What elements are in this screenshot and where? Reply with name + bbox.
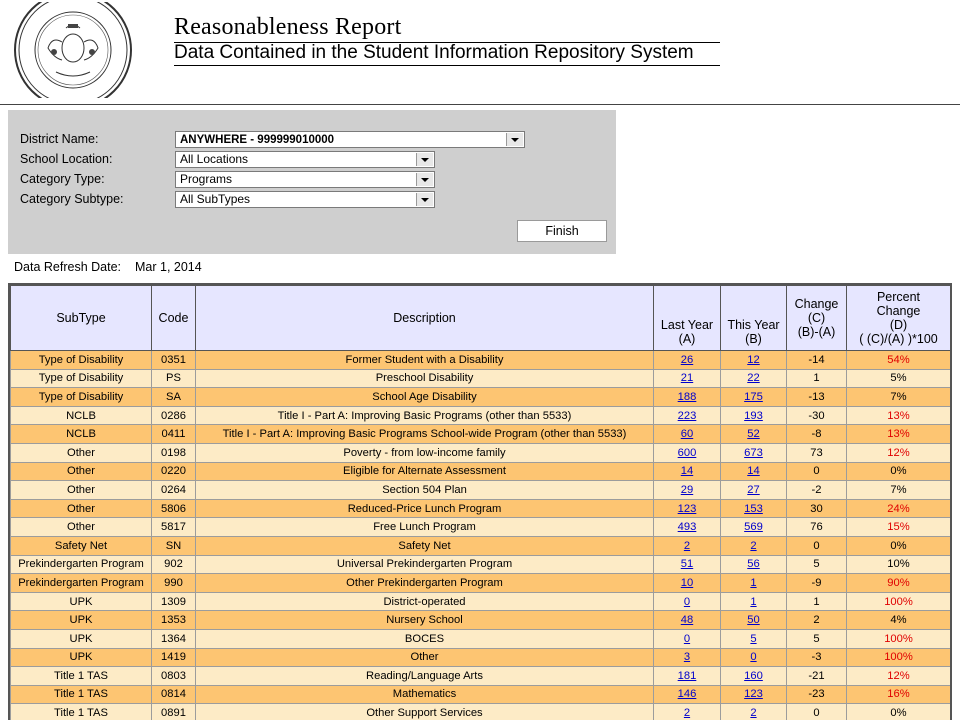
last-year-cell <box>654 685 721 704</box>
last-year-link[interactable]: 14 <box>680 465 694 478</box>
change-cell: 0 <box>787 536 847 555</box>
code-cell: 5806 <box>152 499 196 518</box>
this-year-link[interactable]: 56 <box>747 558 760 571</box>
code-cell: 1353 <box>152 611 196 630</box>
table-header-row <box>11 286 951 351</box>
this-year-link[interactable]: 193 <box>744 409 763 422</box>
finish-button[interactable]: Finish <box>517 220 607 242</box>
code-cell: SN <box>152 536 196 555</box>
this-year-cell <box>721 406 787 425</box>
this-year-link[interactable]: 22 <box>747 372 760 385</box>
table-row <box>11 629 951 648</box>
col-header-change-formula: (B)-(A) <box>797 325 836 339</box>
code-cell: 0803 <box>152 667 196 686</box>
this-year-cell <box>721 574 787 593</box>
this-year-link[interactable]: 160 <box>744 669 763 682</box>
code-cell: 0198 <box>152 443 196 462</box>
percent-change-cell: 12% <box>847 443 951 462</box>
last-year-link[interactable]: 223 <box>677 409 697 422</box>
last-year-cell <box>654 536 721 555</box>
col-header-description: Description <box>196 286 654 351</box>
col-header-percent-change <box>847 286 951 351</box>
code-cell: 1309 <box>152 592 196 611</box>
last-year-cell <box>654 611 721 630</box>
change-cell: -30 <box>787 406 847 425</box>
this-year-cell <box>721 443 787 462</box>
description-cell: Former Student with a Disability <box>196 351 654 370</box>
subtype-cell: NCLB <box>11 406 152 425</box>
table-row <box>11 518 951 537</box>
this-year-link[interactable]: 0 <box>750 651 757 664</box>
last-year-cell <box>654 462 721 481</box>
col-header-last-year-key: (A) <box>678 332 696 346</box>
col-header-last-year-label: Last Year <box>660 318 714 332</box>
nys-seal-logo <box>4 2 142 98</box>
last-year-cell <box>654 369 721 388</box>
description-cell: School Age Disability <box>196 388 654 407</box>
this-year-cell <box>721 425 787 444</box>
code-cell: PS <box>152 369 196 388</box>
table-row <box>11 425 951 444</box>
last-year-cell <box>654 481 721 500</box>
last-year-cell <box>654 499 721 518</box>
this-year-link[interactable]: 2 <box>750 539 757 552</box>
this-year-cell <box>721 592 787 611</box>
code-cell: 0411 <box>152 425 196 444</box>
code-cell: 0264 <box>152 481 196 500</box>
this-year-cell <box>721 481 787 500</box>
subtype-cell: Other <box>11 518 152 537</box>
subtype-cell: Safety Net <box>11 536 152 555</box>
change-cell: -8 <box>787 425 847 444</box>
description-cell: BOCES <box>196 629 654 648</box>
change-cell: -9 <box>787 574 847 593</box>
data-refresh <box>14 260 202 274</box>
col-header-change-key: (C) <box>807 311 826 325</box>
description-cell: Universal Prekindergarten Program <box>196 555 654 574</box>
change-cell: 5 <box>787 555 847 574</box>
school-location-label: School Location: <box>20 152 113 166</box>
percent-change-cell: 90% <box>847 574 951 593</box>
percent-change-cell: 15% <box>847 518 951 537</box>
this-year-link[interactable]: 153 <box>744 502 763 515</box>
subtype-cell: UPK <box>11 648 152 667</box>
school-location-value: All Locations <box>180 152 249 166</box>
col-header-this-year-key: (B) <box>745 332 762 346</box>
subtype-cell: UPK <box>11 629 152 648</box>
this-year-cell <box>721 611 787 630</box>
percent-change-cell: 13% <box>847 406 951 425</box>
last-year-link[interactable]: 60 <box>680 428 694 441</box>
percent-change-cell: 0% <box>847 536 951 555</box>
this-year-cell <box>721 351 787 370</box>
district-name-value: ANYWHERE - 999999010000 <box>180 134 335 146</box>
chevron-down-icon[interactable] <box>416 173 433 186</box>
change-cell: -13 <box>787 388 847 407</box>
percent-change-cell: 24% <box>847 499 951 518</box>
description-cell: Eligible for Alternate Assessment <box>196 462 654 481</box>
last-year-cell <box>654 406 721 425</box>
percent-change-cell: 100% <box>847 592 951 611</box>
this-year-cell <box>721 704 787 720</box>
col-header-change <box>787 286 847 351</box>
subtype-cell: Prekindergarten Program <box>11 574 152 593</box>
this-year-link[interactable]: 1 <box>750 576 757 589</box>
last-year-cell <box>654 592 721 611</box>
this-year-link[interactable]: 175 <box>744 390 763 403</box>
category-type-value: Programs <box>180 172 233 186</box>
last-year-link[interactable]: 3 <box>683 651 691 664</box>
table-row <box>11 555 951 574</box>
percent-change-cell: 54% <box>847 351 951 370</box>
data-refresh-date: Mar 1, 2014 <box>135 260 202 274</box>
category-type-label: Category Type: <box>20 172 105 186</box>
header-rule-bottom <box>174 65 720 66</box>
change-cell: 0 <box>787 704 847 720</box>
change-cell: 2 <box>787 611 847 630</box>
percent-change-cell: 16% <box>847 685 951 704</box>
code-cell: 0220 <box>152 462 196 481</box>
category-subtype-value: All SubTypes <box>180 192 251 206</box>
table-row <box>11 369 951 388</box>
description-cell: Section 504 Plan <box>196 481 654 500</box>
last-year-link[interactable]: 0 <box>683 595 691 608</box>
change-cell: -23 <box>787 685 847 704</box>
last-year-cell <box>654 388 721 407</box>
description-cell: Other <box>196 648 654 667</box>
this-year-cell <box>721 462 787 481</box>
this-year-link[interactable]: 14 <box>747 465 760 478</box>
description-cell: Safety Net <box>196 536 654 555</box>
change-cell: 76 <box>787 518 847 537</box>
subtype-cell: Other <box>11 499 152 518</box>
change-cell: -21 <box>787 667 847 686</box>
subtype-cell: Other <box>11 443 152 462</box>
table-row <box>11 462 951 481</box>
last-year-cell <box>654 704 721 720</box>
change-cell: 73 <box>787 443 847 462</box>
category-subtype-select[interactable] <box>175 191 435 208</box>
description-cell: Nursery School <box>196 611 654 630</box>
last-year-cell <box>654 351 721 370</box>
table-row <box>11 574 951 593</box>
this-year-link[interactable]: 12 <box>747 353 760 366</box>
this-year-cell <box>721 388 787 407</box>
code-cell: 0814 <box>152 685 196 704</box>
filter-panel <box>8 110 616 254</box>
table-row <box>11 406 951 425</box>
report-subtitle: Data Contained in the Student Information Repository System <box>174 42 694 63</box>
this-year-link[interactable]: 1 <box>750 595 757 608</box>
table-row <box>11 499 951 518</box>
code-cell: 5817 <box>152 518 196 537</box>
col-header-this-year-label: This Year <box>727 318 780 332</box>
col-header-pct-key: (D) <box>889 318 908 332</box>
this-year-link[interactable]: 52 <box>747 428 760 441</box>
percent-change-cell: 4% <box>847 611 951 630</box>
last-year-link[interactable]: 123 <box>677 502 697 515</box>
last-year-cell <box>654 648 721 667</box>
this-year-cell <box>721 369 787 388</box>
change-cell: 0 <box>787 462 847 481</box>
change-cell: 30 <box>787 499 847 518</box>
change-cell: 1 <box>787 369 847 388</box>
subtype-cell: Type of Disability <box>11 351 152 370</box>
this-year-cell <box>721 536 787 555</box>
subtype-cell: Type of Disability <box>11 369 152 388</box>
description-cell: Title I - Part A: Improving Basic Programs (other than 5533) <box>196 406 654 425</box>
col-header-this-year <box>721 286 787 351</box>
table-row <box>11 592 951 611</box>
col-header-pct-formula: ( (C)/(A) )*100 <box>859 332 938 346</box>
last-year-link[interactable]: 2 <box>683 707 691 720</box>
last-year-link[interactable]: 181 <box>677 669 697 682</box>
percent-change-cell: 7% <box>847 481 951 500</box>
percent-change-cell: 7% <box>847 388 951 407</box>
last-year-cell <box>654 518 721 537</box>
percent-change-cell: 10% <box>847 555 951 574</box>
this-year-cell <box>721 518 787 537</box>
percent-change-cell: 13% <box>847 425 951 444</box>
data-refresh-label: Data Refresh Date: <box>14 260 121 274</box>
subtype-cell: Title 1 TAS <box>11 685 152 704</box>
table-row <box>11 388 951 407</box>
this-year-cell <box>721 685 787 704</box>
description-cell: Reading/Language Arts <box>196 667 654 686</box>
description-cell: Poverty - from low-income family <box>196 443 654 462</box>
reasonableness-table <box>8 283 952 720</box>
description-cell: Preschool Disability <box>196 369 654 388</box>
category-subtype-label: Category Subtype: <box>20 192 124 206</box>
last-year-link[interactable]: 2 <box>683 539 691 552</box>
this-year-link[interactable]: 569 <box>744 521 763 534</box>
last-year-cell <box>654 629 721 648</box>
district-name-label: District Name: <box>20 132 99 146</box>
code-cell: 0351 <box>152 351 196 370</box>
table-row <box>11 648 951 667</box>
this-year-cell <box>721 499 787 518</box>
last-year-link[interactable]: 51 <box>680 558 694 571</box>
last-year-link[interactable]: 29 <box>680 483 694 496</box>
change-cell: -2 <box>787 481 847 500</box>
table-row <box>11 685 951 704</box>
subtype-cell: NCLB <box>11 425 152 444</box>
last-year-link[interactable]: 21 <box>680 372 694 385</box>
this-year-link[interactable]: 673 <box>744 446 763 459</box>
code-cell: 902 <box>152 555 196 574</box>
col-header-change-label: Change <box>794 297 839 311</box>
change-cell: 5 <box>787 629 847 648</box>
chevron-down-icon[interactable] <box>506 133 523 146</box>
description-cell: Free Lunch Program <box>196 518 654 537</box>
code-cell: 1419 <box>152 648 196 667</box>
percent-change-cell: 100% <box>847 629 951 648</box>
this-year-link[interactable]: 123 <box>744 688 763 701</box>
last-year-link[interactable]: 10 <box>680 576 694 589</box>
last-year-link[interactable]: 146 <box>677 688 697 701</box>
percent-change-cell: 12% <box>847 667 951 686</box>
district-name-select[interactable] <box>175 131 525 148</box>
last-year-link[interactable]: 48 <box>680 614 694 627</box>
percent-change-cell: 0% <box>847 704 951 720</box>
code-cell: 1364 <box>152 629 196 648</box>
table-row <box>11 481 951 500</box>
subtype-cell: Title 1 TAS <box>11 667 152 686</box>
report-title: Reasonableness Report <box>174 14 402 40</box>
this-year-link[interactable]: 50 <box>747 614 760 627</box>
change-cell: -3 <box>787 648 847 667</box>
last-year-cell <box>654 555 721 574</box>
subtype-cell: Other <box>11 462 152 481</box>
this-year-cell <box>721 648 787 667</box>
description-cell: Other Support Services <box>196 704 654 720</box>
category-type-select[interactable] <box>175 171 435 188</box>
last-year-cell <box>654 425 721 444</box>
table-row <box>11 443 951 462</box>
chevron-down-icon[interactable] <box>416 153 433 166</box>
description-cell: Mathematics <box>196 685 654 704</box>
description-cell: Reduced-Price Lunch Program <box>196 499 654 518</box>
subtype-cell: Other <box>11 481 152 500</box>
code-cell: SA <box>152 388 196 407</box>
last-year-link[interactable]: 0 <box>683 632 691 645</box>
last-year-cell <box>654 574 721 593</box>
this-year-cell <box>721 667 787 686</box>
col-header-last-year <box>654 286 721 351</box>
subtype-cell: Type of Disability <box>11 388 152 407</box>
table-row <box>11 536 951 555</box>
change-cell: -14 <box>787 351 847 370</box>
table-row <box>11 611 951 630</box>
last-year-cell <box>654 443 721 462</box>
subtype-cell: UPK <box>11 592 152 611</box>
this-year-cell <box>721 555 787 574</box>
col-header-pct-label-2: Change <box>876 304 921 318</box>
this-year-link[interactable]: 27 <box>747 483 760 496</box>
this-year-link[interactable]: 5 <box>750 632 757 645</box>
last-year-cell <box>654 667 721 686</box>
school-location-select[interactable] <box>175 151 435 168</box>
table-row <box>11 351 951 370</box>
col-header-code: Code <box>152 286 196 351</box>
code-cell: 0286 <box>152 406 196 425</box>
last-year-link[interactable]: 493 <box>677 521 697 534</box>
table-row <box>11 704 951 720</box>
subtype-cell: UPK <box>11 611 152 630</box>
col-header-subtype: SubType <box>11 286 152 351</box>
page-divider <box>0 104 960 105</box>
this-year-cell <box>721 629 787 648</box>
last-year-link[interactable]: 188 <box>677 390 697 403</box>
last-year-link[interactable]: 600 <box>677 446 697 459</box>
subtype-cell: Title 1 TAS <box>11 704 152 720</box>
chevron-down-icon[interactable] <box>416 193 433 206</box>
this-year-link[interactable]: 2 <box>750 707 757 720</box>
code-cell: 990 <box>152 574 196 593</box>
description-cell: Title I - Part A: Improving Basic Programs School-wide Program (other than 5533) <box>196 425 654 444</box>
percent-change-cell: 5% <box>847 369 951 388</box>
code-cell: 0891 <box>152 704 196 720</box>
subtype-cell: Prekindergarten Program <box>11 555 152 574</box>
description-cell: District-operated <box>196 592 654 611</box>
table-row <box>11 667 951 686</box>
change-cell: 1 <box>787 592 847 611</box>
percent-change-cell: 100% <box>847 648 951 667</box>
col-header-pct-label-1: Percent <box>876 290 921 304</box>
last-year-link[interactable]: 26 <box>680 353 694 366</box>
percent-change-cell: 0% <box>847 462 951 481</box>
description-cell: Other Prekindergarten Program <box>196 574 654 593</box>
